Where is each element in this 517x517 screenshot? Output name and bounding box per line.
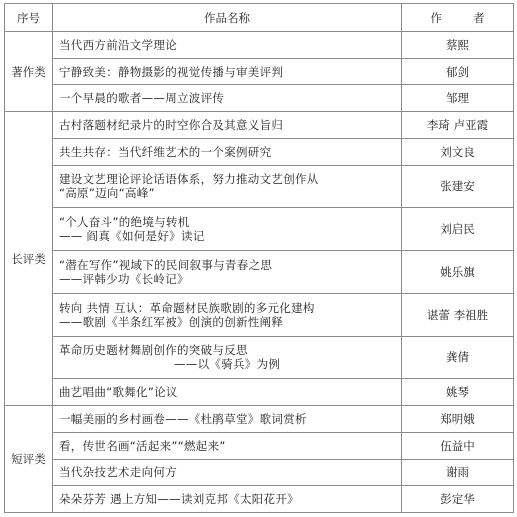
work-title-cell — [53, 112, 402, 139]
author-cell: 蔡熙 — [402, 32, 514, 59]
work-title-cell — [53, 293, 402, 336]
work-title-cell — [53, 379, 402, 406]
author-cell: 姚乐旗 — [402, 251, 514, 294]
table-row — [5, 58, 514, 85]
table-row — [5, 432, 514, 459]
awards-table — [4, 3, 514, 513]
work-title-line: 当代西方前沿文学理论 — [59, 37, 177, 52]
work-title-line: “高原”迈向“高峰” — [59, 186, 155, 201]
work-title-line: “潜在写作”视域下的民间叙事与青春之思 — [59, 257, 273, 272]
table-row — [5, 32, 514, 59]
table-row — [5, 293, 514, 336]
author-cell: 刘文良 — [402, 138, 514, 165]
work-title-cell — [53, 208, 402, 251]
work-title-cell — [53, 432, 402, 459]
table-row — [5, 85, 514, 112]
table-row — [5, 208, 514, 251]
work-title-cell — [53, 85, 402, 112]
work-title-line: 革命历史题材舞剧创作的突破与反思 — [59, 343, 248, 358]
table-row — [5, 112, 514, 139]
work-title-cell — [53, 486, 402, 513]
table-row — [5, 459, 514, 486]
work-title-line: 一幅美丽的乡村画卷——《杜鹃草堂》歌词赏析 — [59, 411, 307, 426]
work-title-cell — [53, 165, 402, 208]
author-cell: 邹理 — [402, 85, 514, 112]
author-cell: 伍益中 — [402, 432, 514, 459]
author-cell: 郁剑 — [402, 58, 514, 85]
table-row — [5, 165, 514, 208]
author-cell: 谌蕾 李祖胜 — [402, 293, 514, 336]
work-title-line: ——以《骑兵》为例 — [174, 357, 281, 372]
work-title-line: 古村落题材纪录片的时空你合及其意义旨归 — [59, 118, 284, 133]
header-author — [402, 4, 514, 32]
work-title-line: ——歌剧《半条红军被》创演的创新性阐释 — [59, 314, 284, 329]
author-cell: 姚琴 — [402, 379, 514, 406]
work-title-cell — [53, 406, 402, 433]
work-title-line: 当代杂技艺术走向何方 — [59, 465, 177, 480]
work-title-cell — [53, 336, 402, 379]
table-row — [5, 406, 514, 433]
work-title-line: 朵朵芬芳 遇上方知——读刘克邦《太阳花开》 — [59, 492, 299, 507]
header-seq: 序号 — [5, 4, 53, 32]
table-header-row — [5, 4, 514, 32]
author-cell: 郑明娥 — [402, 406, 514, 433]
category-cell: 短评类 — [5, 406, 53, 513]
category-cell: 长评类 — [5, 112, 53, 406]
author-cell: 李琦 卢亚霞 — [402, 112, 514, 139]
work-title-cell — [53, 138, 402, 165]
author-cell: 彭定华 — [402, 486, 514, 513]
table-body — [5, 32, 514, 513]
work-title-cell — [53, 58, 402, 85]
work-title-line: 曲艺唱曲“歌舞化”论议 — [59, 385, 178, 400]
work-title-cell — [53, 459, 402, 486]
header-author-label: 作 者 — [430, 10, 499, 25]
table-row — [5, 379, 514, 406]
author-cell: 刘启民 — [402, 208, 514, 251]
work-title-cell — [53, 251, 402, 294]
author-cell: 张建安 — [402, 165, 514, 208]
author-cell: 龚倩 — [402, 336, 514, 379]
table-row — [5, 251, 514, 294]
table-row — [5, 138, 514, 165]
awards-table-container — [4, 3, 513, 513]
work-title-line: 共生共存：当代纤维艺术的一个案例研究 — [59, 144, 272, 159]
work-title-line: 转向 共情 互认：革命题材民族歌剧的多元化建构 — [59, 300, 315, 315]
table-row — [5, 336, 514, 379]
author-cell: 谢雨 — [402, 459, 514, 486]
table-row — [5, 486, 514, 513]
work-title-line: 一个早晨的歌者——周立波评传 — [59, 91, 225, 106]
work-title-line: ——评韩少功《长岭记》 — [59, 271, 189, 286]
header-title: 作品名称 — [53, 4, 402, 32]
category-cell: 著作类 — [5, 32, 53, 112]
work-title-line: “个人奋斗”的绝境与转机 — [59, 215, 190, 230]
work-title-line: 看，传世名画“活起来”“燃起来” — [59, 438, 226, 453]
work-title-line: —— 阎真《如何是好》读记 — [59, 229, 205, 244]
work-title-line: 宁静致美：静物摄影的视觉传播与审美评判 — [59, 64, 284, 79]
work-title-cell — [53, 32, 402, 59]
work-title-line: 建设文艺理论评论话语体系，努力推动文艺创作从 — [59, 172, 319, 187]
